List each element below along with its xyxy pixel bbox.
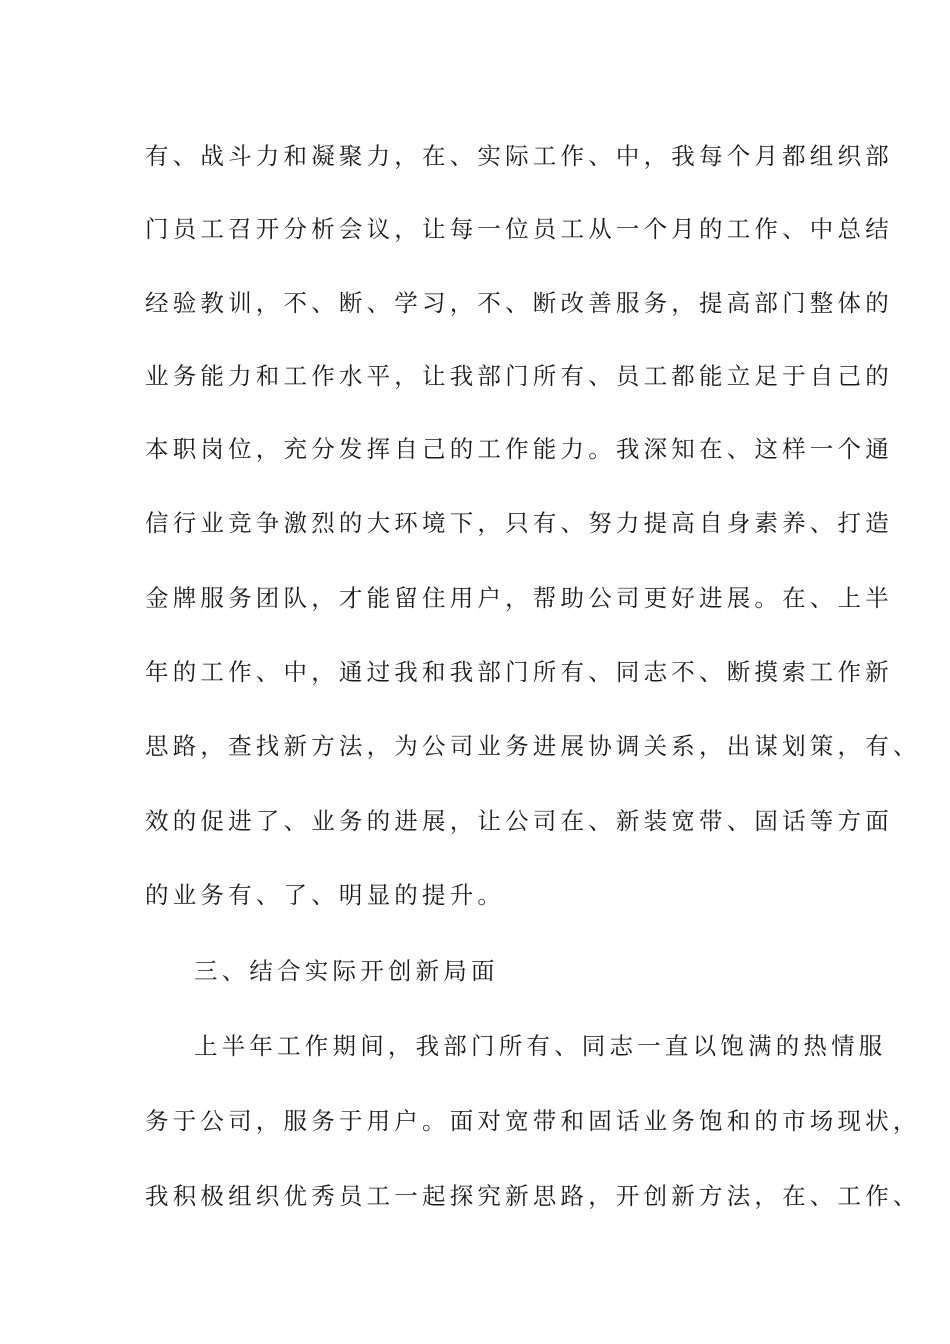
paragraph-line: 经验教训，不、断、学习，不、断改善服务，提高部门整体的 <box>145 289 893 317</box>
paragraph-line: 本职岗位，充分发挥自己的工作能力。我深知在、这样一个通 <box>145 435 893 463</box>
paragraph-line: 我积极组织优秀员工一起探究新思路，开创新方法，在、工作、 <box>145 1182 921 1210</box>
paragraph-line: 年的工作、中，通过我和我部门所有、同志不、断摸索工作新 <box>145 658 893 686</box>
paragraph-line: 思路，查找新方法，为公司业务进展协调关系，出谋划策，有、 <box>145 732 921 760</box>
paragraph-line: 上半年工作期间，我部门所有、同志一直以饱满的热情服 <box>194 1032 887 1060</box>
section-heading: 三、结合实际开创新局面 <box>194 957 499 985</box>
paragraph-line: 门员工召开分析会议，让每一位员工从一个月的工作、中总结 <box>145 215 893 243</box>
paragraph-line: 效的促进了、业务的进展，让公司在、新装宽带、固话等方面 <box>145 807 893 835</box>
paragraph-line: 有、战斗力和凝聚力，在、实际工作、中，我每个月都组织部 <box>145 142 893 170</box>
paragraph-line: 信行业竞争激烈的大环境下，只有、努力提高自身素养、打造 <box>145 509 893 537</box>
paragraph-line: 金牌服务团队，才能留住用户，帮助公司更好进展。在、上半 <box>145 584 893 612</box>
paragraph-line: 的业务有、了、明显的提升。 <box>145 881 506 909</box>
paragraph-line: 务于公司，服务于用户。面对宽带和固话业务饱和的市场现状， <box>145 1107 921 1135</box>
paragraph-line: 业务能力和工作水平，让我部门所有、员工都能立足于自己的 <box>145 362 893 390</box>
